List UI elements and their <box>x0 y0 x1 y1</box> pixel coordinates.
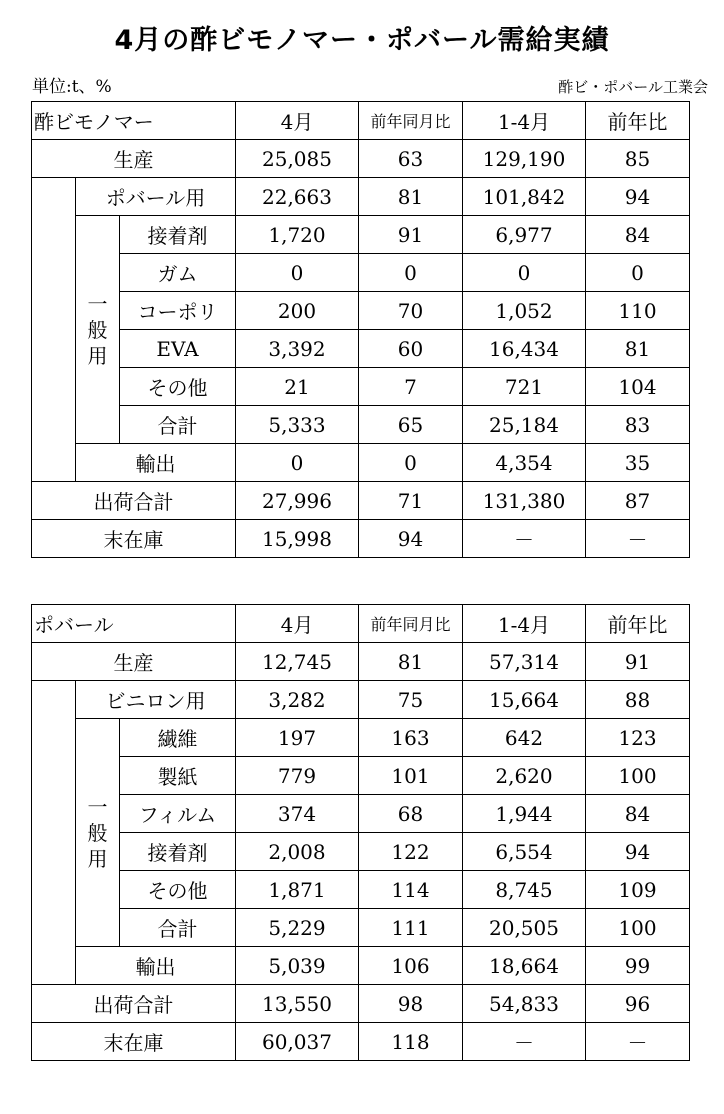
main-use-value: 88 <box>586 681 690 719</box>
table-row <box>32 985 690 1023</box>
table-name: ポバール <box>32 605 236 643</box>
general-item-value: 84 <box>586 795 690 833</box>
general-item-value: 6,554 <box>463 833 586 871</box>
row-label-main-use: ポバール用 <box>76 178 236 216</box>
general-item-value: 94 <box>586 833 690 871</box>
general-item-value: 8,745 <box>463 871 586 909</box>
general-use-char: 般 <box>87 317 108 342</box>
shipment-value: 87 <box>586 482 690 520</box>
table-row <box>32 178 690 216</box>
column-header: 前年同月比 <box>359 102 463 140</box>
shipment-value: 54,833 <box>463 985 586 1023</box>
row-label-stock: 末在庫 <box>32 1023 236 1061</box>
general-item-value: 1,871 <box>236 871 359 909</box>
general-item-value: 0 <box>586 254 690 292</box>
general-item-value: 1,944 <box>463 795 586 833</box>
table-row <box>32 254 690 292</box>
export-value: 99 <box>586 947 690 985</box>
stock-value: － <box>586 520 690 558</box>
general-item-value: 5,229 <box>236 909 359 947</box>
shipment-value: 131,380 <box>463 482 586 520</box>
general-item-value: 1,052 <box>463 292 586 330</box>
production-value: 81 <box>359 643 463 681</box>
general-use-char: 一 <box>87 291 108 316</box>
stock-value: － <box>586 1023 690 1061</box>
table-row <box>32 871 690 909</box>
production-value: 85 <box>586 140 690 178</box>
row-label-general-item: 繊維 <box>120 719 236 757</box>
page-title: 4月の酢ビモノマー・ポバール需給実績 <box>114 25 610 56</box>
row-label-production: 生産 <box>32 140 236 178</box>
general-item-value: 5,333 <box>236 406 359 444</box>
general-item-value: 197 <box>236 719 359 757</box>
general-item-value: 81 <box>586 330 690 368</box>
row-label-shipment: 出荷合計 <box>32 482 236 520</box>
shipment-value: 96 <box>586 985 690 1023</box>
shipment-value: 98 <box>359 985 463 1023</box>
general-item-value: 642 <box>463 719 586 757</box>
main-use-value: 15,664 <box>463 681 586 719</box>
column-header: 前年比 <box>586 102 690 140</box>
column-header: 前年同月比 <box>359 605 463 643</box>
general-item-value: 25,184 <box>463 406 586 444</box>
general-item-value: 100 <box>586 909 690 947</box>
table-row <box>32 292 690 330</box>
table-row <box>32 140 690 178</box>
production-value: 25,085 <box>236 140 359 178</box>
general-use-char: 用 <box>87 846 108 871</box>
row-label-general-item: フィルム <box>120 795 236 833</box>
export-value: 106 <box>359 947 463 985</box>
main-use-value: 75 <box>359 681 463 719</box>
table-row <box>32 1023 690 1061</box>
general-item-value: 84 <box>586 216 690 254</box>
table-row <box>32 444 690 482</box>
table-row <box>32 833 690 871</box>
row-label-general-item: EVA <box>120 330 236 368</box>
general-use-char: 一 <box>87 794 108 819</box>
unit-label: 単位:t、% <box>32 77 112 97</box>
source-label: 酢ビ・ポバール工業会 <box>558 78 708 96</box>
table-row <box>32 330 690 368</box>
general-item-value: 123 <box>586 719 690 757</box>
general-item-value: 16,434 <box>463 330 586 368</box>
table-row <box>32 757 690 795</box>
column-header: 1-4月 <box>463 102 586 140</box>
export-value: 18,664 <box>463 947 586 985</box>
row-label-general-item: 合計 <box>120 406 236 444</box>
row-label-general-item: 合計 <box>120 909 236 947</box>
pva-table <box>31 604 690 1061</box>
general-item-value: 104 <box>586 368 690 406</box>
shipment-value: 13,550 <box>236 985 359 1023</box>
general-item-value: 1,720 <box>236 216 359 254</box>
row-label-general-item: 接着剤 <box>120 216 236 254</box>
table-row <box>32 681 690 719</box>
row-label-main-use: ビニロン用 <box>76 681 236 719</box>
table-row <box>32 909 690 947</box>
row-label-general-item: 製紙 <box>120 757 236 795</box>
row-label-general-item: コーポリ <box>120 292 236 330</box>
row-label-export: 輸出 <box>76 444 236 482</box>
general-item-value: 70 <box>359 292 463 330</box>
general-item-value: 200 <box>236 292 359 330</box>
main-use-value: 94 <box>586 178 690 216</box>
export-value: 4,354 <box>463 444 586 482</box>
table-row <box>32 719 690 757</box>
general-item-value: 110 <box>586 292 690 330</box>
general-item-value: 91 <box>359 216 463 254</box>
table-row <box>32 368 690 406</box>
general-item-value: 109 <box>586 871 690 909</box>
stock-value: － <box>463 1023 586 1061</box>
export-value: 0 <box>236 444 359 482</box>
general-item-value: 2,008 <box>236 833 359 871</box>
table-name: 酢ビモノマー <box>32 102 236 140</box>
general-item-value: 6,977 <box>463 216 586 254</box>
general-use-char: 般 <box>87 820 108 845</box>
general-item-value: 100 <box>586 757 690 795</box>
stock-value: 15,998 <box>236 520 359 558</box>
general-item-value: 0 <box>463 254 586 292</box>
row-label-production: 生産 <box>32 643 236 681</box>
general-item-value: 68 <box>359 795 463 833</box>
general-item-value: 21 <box>236 368 359 406</box>
column-header: 4月 <box>236 605 359 643</box>
production-value: 57,314 <box>463 643 586 681</box>
general-item-value: 65 <box>359 406 463 444</box>
column-header: 前年比 <box>586 605 690 643</box>
row-label-general-item: ガム <box>120 254 236 292</box>
production-value: 63 <box>359 140 463 178</box>
table-row <box>32 216 690 254</box>
production-value: 91 <box>586 643 690 681</box>
production-value: 12,745 <box>236 643 359 681</box>
row-label-stock: 末在庫 <box>32 520 236 558</box>
stock-value: 94 <box>359 520 463 558</box>
table-row <box>32 947 690 985</box>
general-item-value: 111 <box>359 909 463 947</box>
main-use-value: 3,282 <box>236 681 359 719</box>
general-item-value: 114 <box>359 871 463 909</box>
general-item-value: 374 <box>236 795 359 833</box>
general-item-value: 0 <box>236 254 359 292</box>
general-item-value: 779 <box>236 757 359 795</box>
shipment-value: 71 <box>359 482 463 520</box>
header-row <box>32 605 690 643</box>
general-item-value: 60 <box>359 330 463 368</box>
general-item-value: 2,620 <box>463 757 586 795</box>
main-use-value: 101,842 <box>463 178 586 216</box>
stock-value: 60,037 <box>236 1023 359 1061</box>
export-value: 5,039 <box>236 947 359 985</box>
table-row <box>32 406 690 444</box>
shipment-value: 27,996 <box>236 482 359 520</box>
column-header: 1-4月 <box>463 605 586 643</box>
column-header: 4月 <box>236 102 359 140</box>
row-label-general-item: その他 <box>120 871 236 909</box>
main-use-value: 22,663 <box>236 178 359 216</box>
general-item-value: 83 <box>586 406 690 444</box>
general-item-value: 163 <box>359 719 463 757</box>
header-row <box>32 102 690 140</box>
general-item-value: 20,505 <box>463 909 586 947</box>
indent-cell <box>32 681 76 985</box>
general-item-value: 122 <box>359 833 463 871</box>
general-item-value: 721 <box>463 368 586 406</box>
general-item-value: 0 <box>359 254 463 292</box>
stock-value: － <box>463 520 586 558</box>
indent-cell <box>32 178 76 482</box>
vam-table <box>31 101 690 558</box>
production-value: 129,190 <box>463 140 586 178</box>
table-row <box>32 795 690 833</box>
general-item-value: 3,392 <box>236 330 359 368</box>
general-item-value: 7 <box>359 368 463 406</box>
table-row <box>32 482 690 520</box>
table-row <box>32 643 690 681</box>
row-label-shipment: 出荷合計 <box>32 985 236 1023</box>
main-use-value: 81 <box>359 178 463 216</box>
row-label-general-item: その他 <box>120 368 236 406</box>
general-use-char: 用 <box>87 343 108 368</box>
general-item-value: 101 <box>359 757 463 795</box>
table-row <box>32 520 690 558</box>
export-value: 35 <box>586 444 690 482</box>
row-label-export: 輸出 <box>76 947 236 985</box>
row-label-general-item: 接着剤 <box>120 833 236 871</box>
export-value: 0 <box>359 444 463 482</box>
general-use-label <box>76 719 120 947</box>
stock-value: 118 <box>359 1023 463 1061</box>
general-use-label <box>76 216 120 444</box>
